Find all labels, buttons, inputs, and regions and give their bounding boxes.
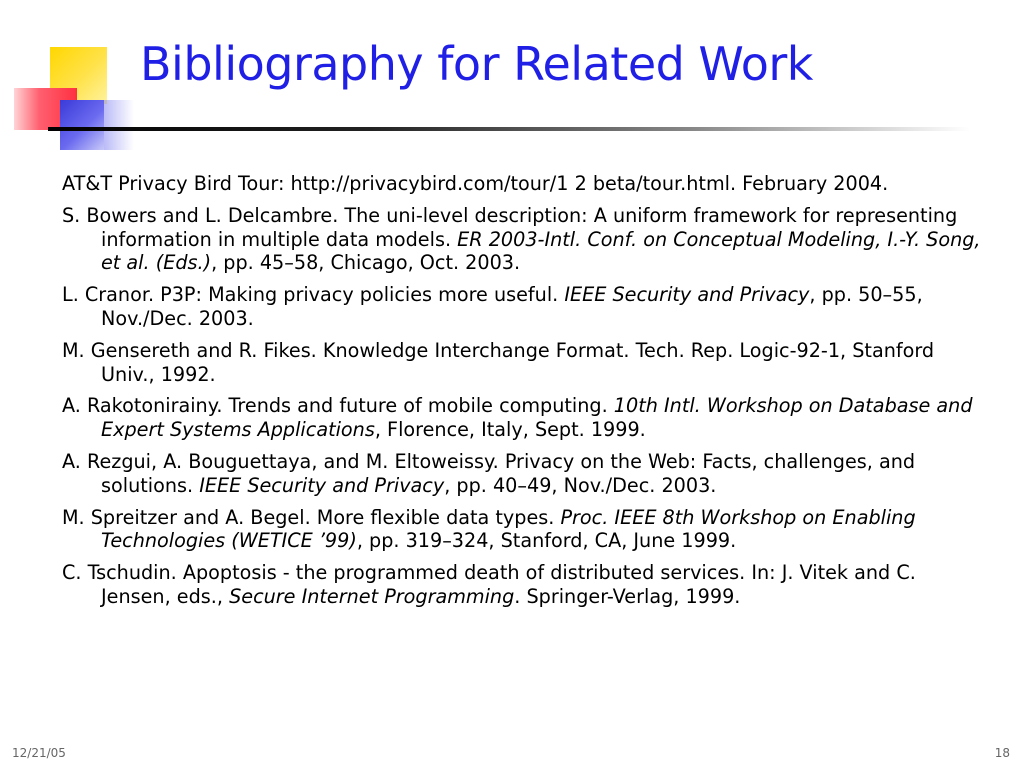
reference-venue: 10th Intl. Workshop on Database and Expert Systems Applications — [101, 394, 973, 442]
reference-venue: IEEE Security and Privacy — [564, 283, 810, 307]
reference-text: A. Rakotonirainy. Trends and future of mobile computing. — [62, 394, 614, 418]
footer-date: 12/21/05 — [12, 746, 66, 760]
reference-item — [62, 172, 982, 196]
reference-text: C. Tschudin. Apoptosis - the programmed death of distributed services. In: J. Vitek and C. Jensen, eds., — [62, 561, 916, 608]
logo-blue-square — [60, 100, 104, 150]
reference-details: , pp. 50–55, Nov./Dec. 2003. — [101, 283, 923, 330]
reference-venue: IEEE Security and Privacy — [199, 473, 445, 497]
reference-details: , pp. 40–49, Nov./Dec. 2003. — [444, 473, 717, 497]
reference-details: , pp. 45–58, Chicago, Oct. 2003. — [211, 251, 521, 275]
reference-venue: Proc. IEEE 8th Workshop on Enabling Technologies (WETICE ’99) — [101, 505, 916, 553]
title-underline-rule — [48, 127, 970, 131]
footer-page-number: 18 — [994, 746, 1010, 760]
reference-details: . Springer-Verlag, 1999. — [514, 584, 741, 608]
reference-details: , pp. 319–324, Stanford, CA, June 1999. — [356, 529, 737, 553]
reference-item — [62, 506, 982, 554]
logo-blue-fade — [104, 100, 134, 150]
bibliography-list — [62, 172, 982, 617]
reference-details: , Florence, Italy, Sept. 1999. — [374, 418, 646, 442]
reference-text: M. Spreitzer and A. Begel. More flexible data types. — [62, 505, 561, 529]
reference-item — [62, 283, 982, 331]
reference-venue: Secure Internet Programming — [229, 584, 515, 608]
reference-text: M. Gensereth and R. Fikes. Knowledge Interchange Format. Tech. Rep. Logic-92-1, Stanford Univ., 1992. — [62, 338, 935, 386]
reference-venue: ER 2003-Intl. Conf. on Conceptual Modeling, I.-Y. Song, et al. (Eds.) — [101, 227, 981, 275]
reference-item — [62, 204, 982, 275]
reference-text: S. Bowers and L. Delcambre. The uni-level description: A uniform framework for representing information in multiple data models. — [62, 203, 958, 251]
reference-text: L. Cranor. P3P: Making privacy policies more useful. — [62, 283, 565, 307]
reference-item — [62, 450, 982, 498]
slide-title: Bibliography for Related Work — [140, 37, 813, 91]
reference-item — [62, 339, 982, 387]
reference-item — [62, 561, 982, 609]
reference-item — [62, 394, 982, 442]
reference-text: A. Rezgui, A. Bouguettaya, and M. Eltoweissy. Privacy on the Web: Facts, challenges, and solutions. — [62, 449, 916, 497]
slide-logo-graphic — [0, 0, 160, 160]
reference-text: AT&T Privacy Bird Tour: http://privacybird.com/tour/1 2 beta/tour.html. February 2004. — [62, 172, 889, 195]
